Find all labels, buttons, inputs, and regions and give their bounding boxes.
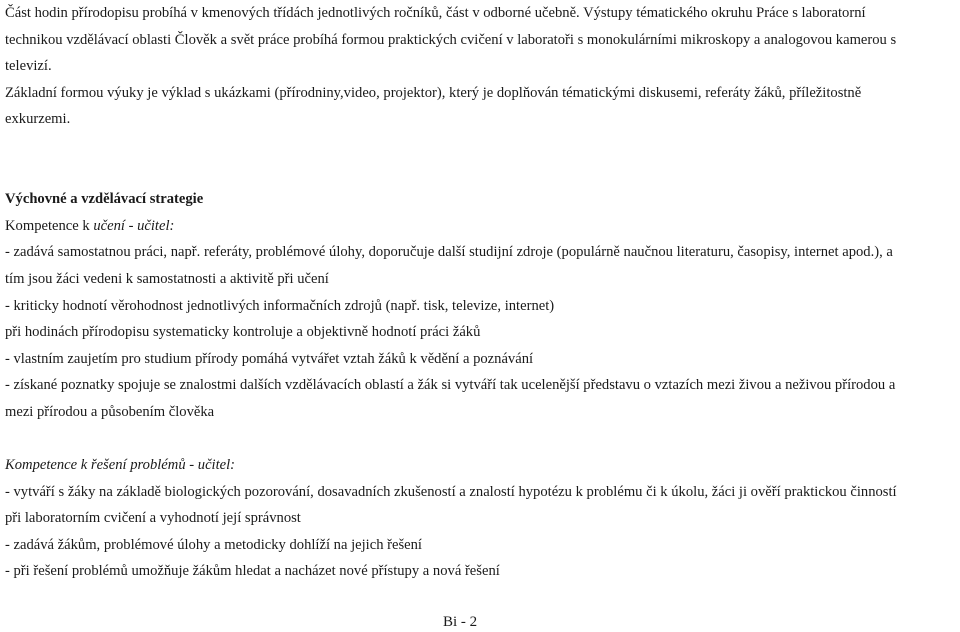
spacer xyxy=(5,426,960,453)
strategy-line: - při řešení problémů umožňuje žákům hledat a nacházet nové přístupy a nová řešení xyxy=(5,563,500,580)
intro-line: Základní formou výuky je výklad s ukázkami (přírodniny,video, projektor), který je doplňován tématickými diskusemi, referáty žáků, příležitostně xyxy=(5,84,862,101)
strategy-line: tím jsou žáci vedeni k samostatnosti a aktivitě při učení xyxy=(5,270,329,287)
section-heading: Výchovné a vzdělávací strategie xyxy=(5,191,204,208)
strategy-line: při hodinách přírodopisu systematicky kontroluje a objektivně hodnotí práci žáků xyxy=(5,324,481,341)
strategy-line: - kriticky hodnotí věrohodnost jednotlivých informačních zdrojů (např. tisk, televize, internet) xyxy=(5,297,555,314)
intro-line: technikou vzdělávací oblasti Člověk a svět práce probíhá formou praktických cvičení v laboratoři s monokulárními mikroskopy a analogovou kamerou s xyxy=(5,31,897,48)
strategy-line: mezi přírodou a působením člověka xyxy=(5,403,215,420)
strategy-line: - vlastním zaujetím pro studium přírody pomáhá vytvářet vztah žáků k vědění a poznávání xyxy=(5,350,534,367)
intro-line: exkurzemi. xyxy=(5,111,71,128)
intro-line: televizí. xyxy=(5,58,52,75)
intro-line: Část hodin přírodopisu probíhá v kmenových třídách jednotlivých ročníků, část v odborné učebně. Výstupy tématického okruhu Práce s laboratorní xyxy=(5,5,866,21)
strategy-line: při laboratorním cvičení a vyhodnotí její správnost xyxy=(5,510,301,527)
competence-prefix: Kompetence k xyxy=(5,217,94,234)
strategy-line: - vytváří s žáky na základě biologických pozorování, dosavadních zkušeností a znalostí hypotézu k problému či k úkolu, žáci ji ověří praktickou činností xyxy=(5,483,897,500)
strategy-line: - zadává žákům, problémové úlohy a metodicky dohlíží na jejich řešení xyxy=(5,536,422,553)
competence-heading-learning xyxy=(5,213,960,240)
spacer xyxy=(5,133,960,160)
strategy-line: - získané poznatky spojuje se znalostmi dalších vzdělávacích oblastí a žák si vytváří tak ucelenější představu o vztazích mezi živou a neživou přírodou a xyxy=(5,377,896,394)
competence-italic: učení - učitel: xyxy=(93,217,175,234)
document-page xyxy=(5,0,960,585)
competence-heading-problems: Kompetence k řešení problémů - učitel: xyxy=(5,457,236,474)
strategy-line: - zadává samostatnou práci, např. referáty, problémové úlohy, doporučuje další studijní zdroje (populárně naučnou literaturu, časopisy, internet apod.), a xyxy=(5,244,893,261)
spacer xyxy=(5,160,960,187)
page-number: Bi - 2 xyxy=(443,614,478,630)
